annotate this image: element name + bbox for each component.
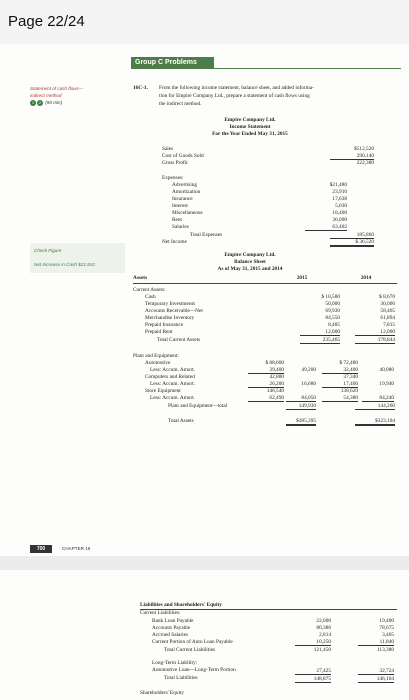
current-asset-label: Accounts Receivable—Net bbox=[145, 308, 203, 314]
pe-store-amort-2014: 54,380 bbox=[322, 395, 358, 402]
expense-label: Miscellaneous bbox=[172, 210, 203, 216]
liability-label: Current Portion of Auto Loan Payable bbox=[152, 639, 233, 645]
pe-comp-net-2014: 19,940 bbox=[379, 381, 394, 387]
liability-2014: 78,675 bbox=[379, 625, 394, 631]
liability-2015: 2,814 bbox=[319, 632, 331, 638]
bs-header-rule bbox=[133, 283, 397, 284]
pe-store-amort-2015: 62,490 bbox=[248, 395, 284, 402]
bs-year-2015: 2015 bbox=[296, 275, 308, 281]
current-asset-2015: 12,000 bbox=[300, 329, 340, 336]
total-liabilities-label: Total Liabilities bbox=[164, 675, 198, 681]
total-current-liabilities-label: Total Current Liabilities bbox=[164, 647, 216, 653]
current-asset-2015: 50,000 bbox=[325, 301, 340, 307]
pe-computers-label: Computers and Related bbox=[145, 374, 195, 380]
lt-liability-2014: 32,724 bbox=[358, 668, 394, 675]
total-liabilities-2014: 146,104 bbox=[358, 676, 394, 683]
pe-store-2015: 146,540 bbox=[266, 388, 284, 394]
bs-title-company: Empire Company Ltd. bbox=[224, 252, 276, 258]
expense-value: 17,638 bbox=[332, 196, 347, 202]
current-asset-2015: $ 10,580 bbox=[321, 294, 340, 300]
bs-year-2014: 2014 bbox=[360, 275, 372, 281]
group-rule bbox=[131, 68, 401, 69]
chapter-label: CHAPTER 16 bbox=[62, 546, 91, 551]
pe-auto-net-2015: 49,200 bbox=[301, 367, 316, 373]
problem-text-2: tion for Empire Company Ltd., prepare a statement of cash flows using bbox=[159, 93, 310, 99]
expense-label: Amortization bbox=[172, 189, 201, 195]
current-asset-label: Prepaid Insurance bbox=[145, 322, 184, 328]
problem-text-3: the indirect method. bbox=[159, 101, 202, 107]
current-asset-2014: $ 8,670 bbox=[379, 294, 395, 300]
expense-value: 23,910 bbox=[332, 189, 347, 195]
check-figure-value: Net Increase in Cash $21,910 bbox=[34, 262, 95, 267]
is-cogs-value: 290,140 bbox=[330, 153, 374, 160]
pe-automotive-2015: $ 88,600 bbox=[265, 360, 284, 366]
pe-auto-amort-label: Less: Accum. Amort. bbox=[150, 367, 196, 373]
total-current-assets-2014: 178,844 bbox=[355, 337, 395, 344]
lt-liability-label: Long-Term Liability: bbox=[152, 660, 198, 666]
expense-value: 63,402 bbox=[305, 224, 347, 231]
page-number: 700 bbox=[30, 545, 52, 553]
pe-store-2014: 138,620 bbox=[340, 388, 358, 394]
expense-label: Advertising bbox=[172, 182, 198, 188]
objective-badge-1: 1 bbox=[31, 100, 35, 105]
is-net-income-label: Net Income bbox=[162, 239, 187, 245]
liability-2015: 22,000 bbox=[316, 618, 331, 624]
bs-current-assets-label: Current Assets: bbox=[133, 287, 166, 293]
current-asset-label: Temporary Investments bbox=[145, 301, 196, 307]
is-cogs-label: Cost of Goods Sold bbox=[162, 153, 204, 159]
lt-liability-row-label: Automotive Loan—Long-Term Portion bbox=[152, 667, 236, 673]
pe-store-label: Store Equipment bbox=[145, 388, 181, 394]
current-asset-2015: 8,405 bbox=[328, 322, 340, 328]
objective-time: (90 min) bbox=[45, 100, 63, 105]
expense-value: $21,480 bbox=[329, 182, 347, 188]
pe-store-net-2014: 84,240 bbox=[362, 395, 394, 402]
pe-comp-amort-label: Less: Accum. Amort. bbox=[150, 381, 196, 387]
current-asset-2014: 58,465 bbox=[380, 308, 395, 314]
current-asset-label: Merchandise Inventory bbox=[145, 315, 195, 321]
current-asset-2015: 69,930 bbox=[325, 308, 340, 314]
page-indicator: Page 22/24 bbox=[8, 13, 85, 30]
pe-automotive-2014: $ 72,480 bbox=[339, 360, 358, 366]
expense-label: Insurance bbox=[172, 196, 193, 202]
current-asset-2015: 84,550 bbox=[325, 315, 340, 321]
pe-auto-amort-2015: 39,400 bbox=[248, 367, 284, 374]
is-title-period: For the Year Ended May 31, 2015 bbox=[212, 131, 288, 137]
current-asset-label: Cash bbox=[145, 294, 156, 300]
liability-2014: 3,465 bbox=[382, 632, 394, 638]
expense-value: 18,400 bbox=[332, 210, 347, 216]
problem-text-1: From the following income statement, balance sheet, and added informa- bbox=[159, 85, 314, 91]
pe-computers-2015: 42,880 bbox=[269, 374, 284, 380]
liability-label: Bank Loan Payable bbox=[152, 618, 194, 624]
bs-title-statement: Balance Sheet bbox=[234, 259, 266, 265]
expense-label: Rent bbox=[172, 217, 183, 223]
is-total-expenses-value: 185,860 bbox=[330, 232, 374, 239]
liability-label: Accounts Payable bbox=[152, 625, 191, 631]
total-assets-2015: $385,395 bbox=[286, 418, 316, 426]
liability-2015: 86,386 bbox=[316, 625, 331, 631]
liability-2015: 10,250 bbox=[295, 639, 331, 646]
check-figure-title: Check Figure bbox=[34, 248, 62, 253]
is-gross-value: 222,380 bbox=[356, 160, 374, 166]
total-current-assets-label: Total Current Assets bbox=[157, 337, 201, 343]
bs-title-period: As of May 31, 2015 and 2014 bbox=[217, 266, 283, 272]
expense-value: 36,000 bbox=[332, 217, 347, 223]
is-sales-value: $512,520 bbox=[354, 146, 374, 152]
current-asset-2014: 7,815 bbox=[383, 322, 395, 328]
objective-line1: Statement of cash flows— bbox=[30, 86, 84, 91]
pe-comp-net-2015: 16,680 bbox=[301, 381, 316, 387]
current-asset-2014: 30,000 bbox=[380, 301, 395, 307]
expense-label: Interest bbox=[172, 203, 188, 209]
pe-comp-amort-2014: 17,400 bbox=[322, 381, 358, 388]
pe-comp-amort-2015: 26,200 bbox=[248, 381, 284, 388]
is-expenses-label: Expenses: bbox=[162, 175, 184, 181]
current-asset-2014: 12,000 bbox=[355, 329, 395, 336]
bs-assets-heading: Assets bbox=[133, 275, 148, 281]
expense-value: 5,030 bbox=[335, 203, 347, 209]
pe-total-2015: 149,930 bbox=[286, 403, 316, 410]
pe-total-2014: 144,260 bbox=[355, 403, 395, 410]
is-title-statement: Income Statement bbox=[229, 124, 271, 130]
total-liabilities-2015: 148,875 bbox=[295, 676, 331, 683]
group-title: Group C Problems bbox=[131, 57, 214, 68]
pe-computers-2014: 37,340 bbox=[343, 374, 358, 380]
liability-2014: 19,400 bbox=[379, 618, 394, 624]
current-liabilities-label: Current Liabilities: bbox=[140, 610, 181, 616]
objective-line2: indirect method bbox=[30, 93, 62, 98]
objective-badge-2: 2 bbox=[38, 100, 42, 105]
is-total-expenses-label: Total Expenses bbox=[190, 232, 223, 238]
pe-store-net-2015: 84,050 bbox=[286, 395, 316, 402]
page-gap bbox=[0, 556, 409, 570]
objective-badges bbox=[30, 100, 62, 106]
pe-automotive-label: Automotive bbox=[145, 360, 171, 366]
book-page-next bbox=[0, 570, 409, 700]
pe-auto-amort-2014: 32,400 bbox=[322, 367, 358, 374]
problem-number: 16C-1. bbox=[133, 85, 148, 91]
total-current-liabilities-2014: 113,380 bbox=[376, 647, 394, 653]
total-assets-label: Total Assets bbox=[168, 418, 194, 424]
current-asset-2014: 61,894 bbox=[380, 315, 395, 321]
is-net-income-value: $ 36,520 bbox=[330, 239, 374, 247]
current-asset-label: Prepaid Rent bbox=[145, 329, 173, 335]
shareholders-equity-label: Shareholders' Equity bbox=[140, 690, 185, 696]
liabilities-heading: Liabilities and Shareholders' Equity bbox=[140, 602, 222, 608]
lt-liability-2015: 27,425 bbox=[295, 668, 331, 675]
liability-2014: 11,840 bbox=[358, 639, 394, 646]
is-title-company: Empire Company Ltd. bbox=[224, 117, 276, 123]
pe-store-amort-label: Less: Accum. Amort. bbox=[150, 395, 196, 401]
pe-auto-net-2014: 40,080 bbox=[379, 367, 394, 373]
pe-total-label: Plant and Equipment—total bbox=[168, 403, 228, 409]
expense-label: Salaries bbox=[172, 224, 189, 230]
total-assets-2014: $323,104 bbox=[355, 418, 395, 426]
total-current-assets-2015: 235,465 bbox=[300, 337, 340, 344]
is-sales-label: Sales bbox=[162, 146, 174, 152]
is-gross-label: Gross Profit bbox=[162, 160, 188, 166]
pe-heading: Plant and Equipment: bbox=[133, 353, 179, 359]
liability-label: Accrued Salaries bbox=[152, 632, 189, 638]
total-current-liabilities-2015: 121,450 bbox=[313, 647, 331, 653]
